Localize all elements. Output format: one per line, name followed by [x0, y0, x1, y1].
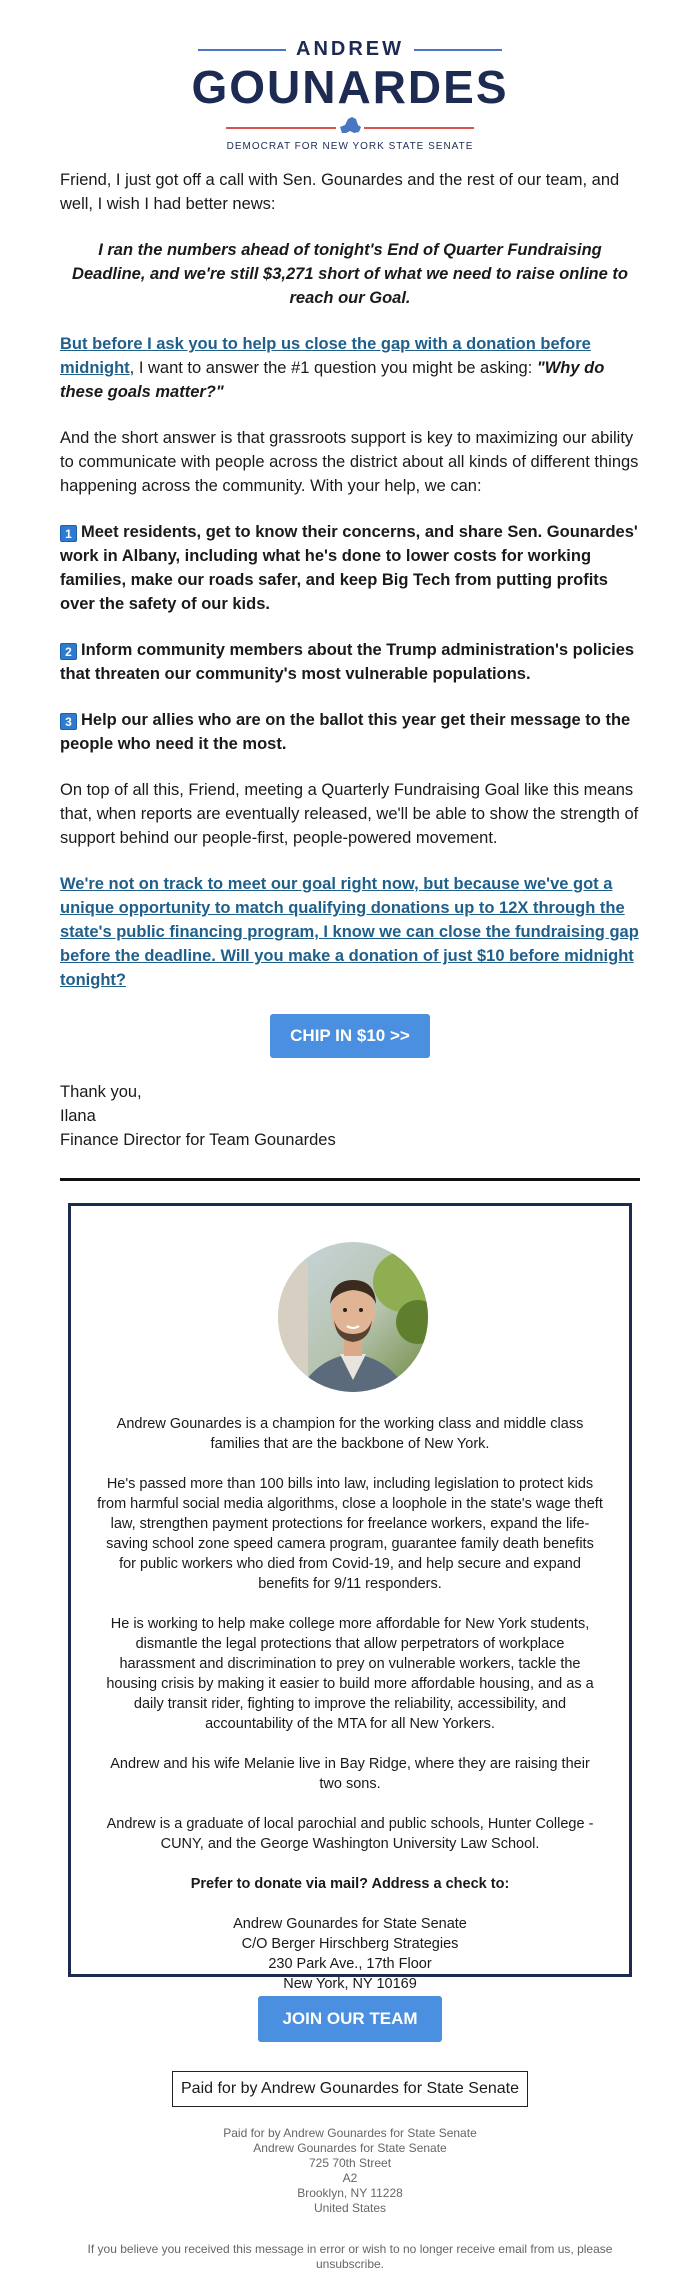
donate-before-midnight-link[interactable]: But before I ask you to help us close the gap with a donation before midnight: [60, 335, 591, 377]
footer-line: Andrew Gounardes for State Senate: [253, 2141, 447, 2155]
mail-address-line: Andrew Gounardes for State Senate: [233, 1916, 467, 1932]
footer-line: Paid for by Andrew Gounardes for State Senate: [223, 2126, 477, 2140]
mail-heading: Prefer to donate via mail? Address a check to:: [190, 1876, 510, 1892]
point-item: 2 Inform community members about the Trump administration's policies that threaten our community's most vulnerable populations.: [60, 641, 635, 683]
candidate-photo: [278, 1242, 428, 1392]
footer-line: United States: [313, 2201, 387, 2215]
footer-line: 725 70th Street: [308, 2156, 392, 2170]
quarterly-paragraph: On top of all this, Friend, meeting a Quarterly Fundraising Goal like this means that, when reports are eventually released, we'll be able to show the strength of support behind our people-first, people-powered movement.: [60, 781, 639, 847]
chip-in-button[interactable]: CHIP IN $10 >>: [270, 1014, 430, 1058]
unsubscribe-notice[interactable]: If you believe you received this message in error or wish to no longer receive email from us, please unsubscribe.: [87, 2242, 613, 2271]
ask-paragraph: But before I ask you to help us close the gap with a donation before midnight, I want to answer the #1 question you might be asking: "Why do these goals matter?": [60, 335, 605, 401]
portrait-image: [278, 1242, 428, 1392]
section-divider: [60, 1178, 640, 1181]
number-1-icon: 1: [60, 525, 77, 542]
signer-name: Ilana: [60, 1107, 96, 1125]
bio-paragraph: Andrew and his wife Melanie live in Bay Ridge, where they are raising their two sons.: [110, 1756, 590, 1792]
point-item: 3 Help our allies who are on the ballot this year get their message to the people who need it the most.: [60, 711, 631, 753]
logo-tagline: DEMOCRAT FOR NEW YORK STATE SENATE: [226, 141, 474, 152]
footer-line: Brooklyn, NY 11228: [297, 2186, 403, 2200]
campaign-logo: [0, 38, 700, 152]
email-body: [60, 168, 640, 1152]
footer-address: [0, 2126, 700, 2216]
footer-line: A2: [342, 2171, 358, 2185]
number-2-icon: 2: [60, 643, 77, 660]
bio-paragraph: He's passed more than 100 bills into law, including legislation to protect kids from harmful social media algorithms, close a loophole in the state's wage theft law, strengthen payment protections for freelance workers, expand the life-saving school zone speed camera program, guarantee family death benefits for public workers who died from Covid-19, and help secure and expand benefits for 9/11 responders.: [97, 1476, 603, 1592]
mail-address-line: C/O Berger Hirschberg Strategies: [241, 1936, 459, 1952]
answer-paragraph: And the short answer is that grassroots support is key to maximizing our ability to communicate with people across the district about all kinds of different things happening across the community. With your help, we can:: [60, 429, 639, 495]
paid-for-box: Paid for by Andrew Gounardes for State Senate: [172, 2071, 528, 2107]
bio-paragraph: Andrew Gounardes is a champion for the working class and middle class families that are the backbone of New York.: [116, 1416, 584, 1452]
intro-paragraph: Friend, I just got off a call with Sen. Gounardes and the rest of our team, and well, I wish I had better news:: [60, 171, 620, 213]
donate-10-link[interactable]: We're not on track to meet our goal right now, but because we've got a unique opportunity to match qualifying donations up to 12X through the state's public financing program, I know we can close the fundraising gap before the deadline. Will you make a donation of just $10 before midnight tonight?: [60, 875, 639, 989]
signer-title: Finance Director for Team Gounardes: [60, 1131, 336, 1149]
bio-text: [97, 1414, 603, 1994]
point-item: 1 Meet residents, get to know their concerns, and share Sen. Gounardes' work in Albany, including what he's done to lower costs for working families, make our roads safer, and keep Big Tech from putting profits over the safety of our kids.: [60, 523, 638, 613]
logo-last-name: GOUNARDES: [191, 61, 509, 113]
number-3-icon: 3: [60, 713, 77, 730]
signoff: Thank you,: [60, 1083, 142, 1101]
bio-box: [68, 1203, 632, 1992]
new-york-state-icon: [336, 115, 364, 135]
closing-paragraph: [60, 872, 640, 992]
bio-paragraph: Andrew is a graduate of local parochial and public schools, Hunter College - CUNY, and the George Washington University Law School.: [106, 1816, 594, 1852]
join-our-team-button[interactable]: JOIN OUR TEAM: [258, 1996, 442, 2042]
mail-address-line: New York, NY 10169: [283, 1976, 417, 1992]
logo-first-name: ANDREW: [296, 38, 404, 60]
mail-address-line: 230 Park Ave., 17th Floor: [268, 1956, 432, 1972]
headline-paragraph: I ran the numbers ahead of tonight's End of Quarter Fundraising Deadline, and we're still $3,271 short of what we need to raise online to reach our Goal.: [72, 241, 628, 307]
bio-paragraph: He is working to help make college more affordable for New York students, dismantle the legal protections that allow perpetrators of workplace harassment and discrimination to prey on vulnerable workers, tackle the housing crisis by making it easier to build more affordable housing, and as a daily transit rider, fighting to improve the reliability, accessibility, and accountability of the MTA for all New Yorkers.: [106, 1616, 594, 1732]
